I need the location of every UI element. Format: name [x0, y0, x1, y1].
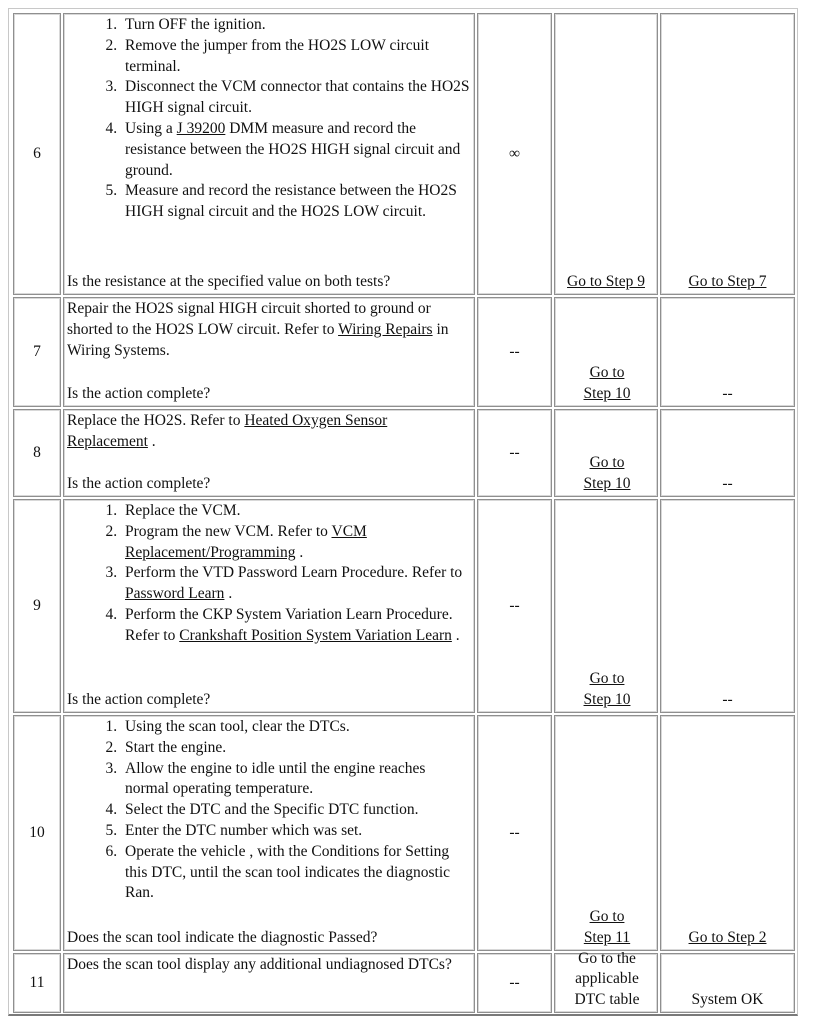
step-number: 9 [33, 597, 41, 614]
table-row [9, 949, 797, 1013]
tool-link[interactable]: J 39200 [176, 119, 226, 137]
yes-link[interactable]: Go to Step 9 [567, 273, 645, 291]
yes-link[interactable]: Go to Step 10 [583, 364, 631, 403]
list-item: 2. Start the engine. [121, 738, 471, 759]
table-row [9, 13, 797, 295]
list-item: 2. Program the new VCM. Refer to VCM Replacement/Programming . [121, 522, 471, 564]
step-question: Does the scan tool indicate the diagnostic Passed? [67, 929, 378, 947]
list-item: 5. Enter the DTC number which was set. [121, 821, 471, 842]
list-item: 1. Turn OFF the ignition. [121, 15, 471, 36]
step-instruction: Repair the HO2S signal HIGH circuit shorted to ground or shorted to the HO2S LOW circuit. Refer to Wiring Repairs in Wiring Systems. [67, 300, 449, 359]
step-number: 8 [33, 444, 41, 461]
vcm-programming-link[interactable]: VCM Replacement/Programming [125, 522, 367, 561]
spec-value: ∞ [508, 145, 521, 162]
password-learn-link[interactable]: Password Learn [125, 585, 225, 603]
list-item: 1. Replace the VCM. [121, 501, 471, 522]
action-list [67, 501, 471, 647]
yes-link[interactable]: Go to Step 11 [583, 908, 631, 947]
table-row [9, 499, 797, 713]
no-value: -- [722, 475, 733, 493]
list-item: 1. Using the scan tool, clear the DTCs. [121, 717, 471, 738]
no-value: -- [722, 385, 733, 403]
step-number: 10 [29, 824, 45, 841]
list-item: 6. Operate the vehicle , with the Conditions for Setting this DTC, until the scan tool indicates the diagnostic Ran. [121, 842, 471, 904]
sensor-replacement-link[interactable]: Heated Oxygen Sensor Replacement [67, 412, 388, 450]
step-question: Is the action complete? [67, 385, 211, 403]
step-instruction: Replace the HO2S. Refer to Heated Oxygen Sensor Replacement . [67, 412, 388, 450]
no-value: System OK [691, 991, 764, 1009]
no-value: -- [722, 691, 733, 709]
diagnostic-table [8, 8, 798, 1016]
list-item: 4. Select the DTC and the Specific DTC function. [121, 800, 471, 821]
action-list [67, 15, 471, 223]
step-number: 6 [33, 145, 41, 162]
spec-value: -- [509, 824, 520, 841]
list-item: 4. Using a J 39200 DMM measure and record the resistance between the HO2S HIGH signal circuit and ground. [121, 119, 471, 181]
list-item: 3. Perform the VTD Password Learn Procedure. Refer to Password Learn . [121, 563, 471, 605]
no-link[interactable]: Go to Step 7 [688, 273, 767, 291]
list-item: 3. Allow the engine to idle until the engine reaches normal operating temperature. [121, 759, 471, 801]
no-link[interactable]: Go to Step 2 [688, 929, 767, 947]
yes-value: Go to the applicable DTC table [574, 949, 640, 1009]
list-item: 5. Measure and record the resistance between the HO2S HIGH signal circuit and the HO2S LOW circuit. [121, 181, 471, 223]
spec-value: -- [509, 974, 520, 991]
step-number: 7 [33, 343, 41, 360]
spec-value: -- [509, 597, 520, 614]
step-question: Does the scan tool display any additional undiagnosed DTCs? [67, 956, 452, 973]
ckp-variation-learn-link[interactable]: Crankshaft Position System Variation Learn [179, 626, 452, 644]
spec-value: -- [509, 444, 520, 461]
table-row [9, 409, 797, 497]
list-item: 3. Disconnect the VCM connector that contains the HO2S HIGH signal circuit. [121, 77, 471, 119]
step-question: Is the resistance at the specified value on both tests? [67, 273, 391, 291]
step-question: Is the action complete? [67, 475, 211, 493]
step-question: Is the action complete? [67, 691, 211, 709]
table-row [9, 715, 797, 951]
table-row [9, 297, 797, 407]
yes-link[interactable]: Go to Step 10 [583, 670, 631, 709]
list-item: 4. Perform the CKP System Variation Learn Procedure. Refer to Crankshaft Position System Variation Learn . [121, 605, 471, 647]
action-list [67, 717, 471, 904]
spec-value: -- [509, 343, 520, 360]
step-number: 11 [29, 974, 45, 991]
yes-link[interactable]: Go to Step 10 [583, 454, 631, 493]
list-item: 2. Remove the jumper from the HO2S LOW circuit terminal. [121, 36, 471, 78]
wiring-repairs-link[interactable]: Wiring Repairs [338, 320, 433, 338]
